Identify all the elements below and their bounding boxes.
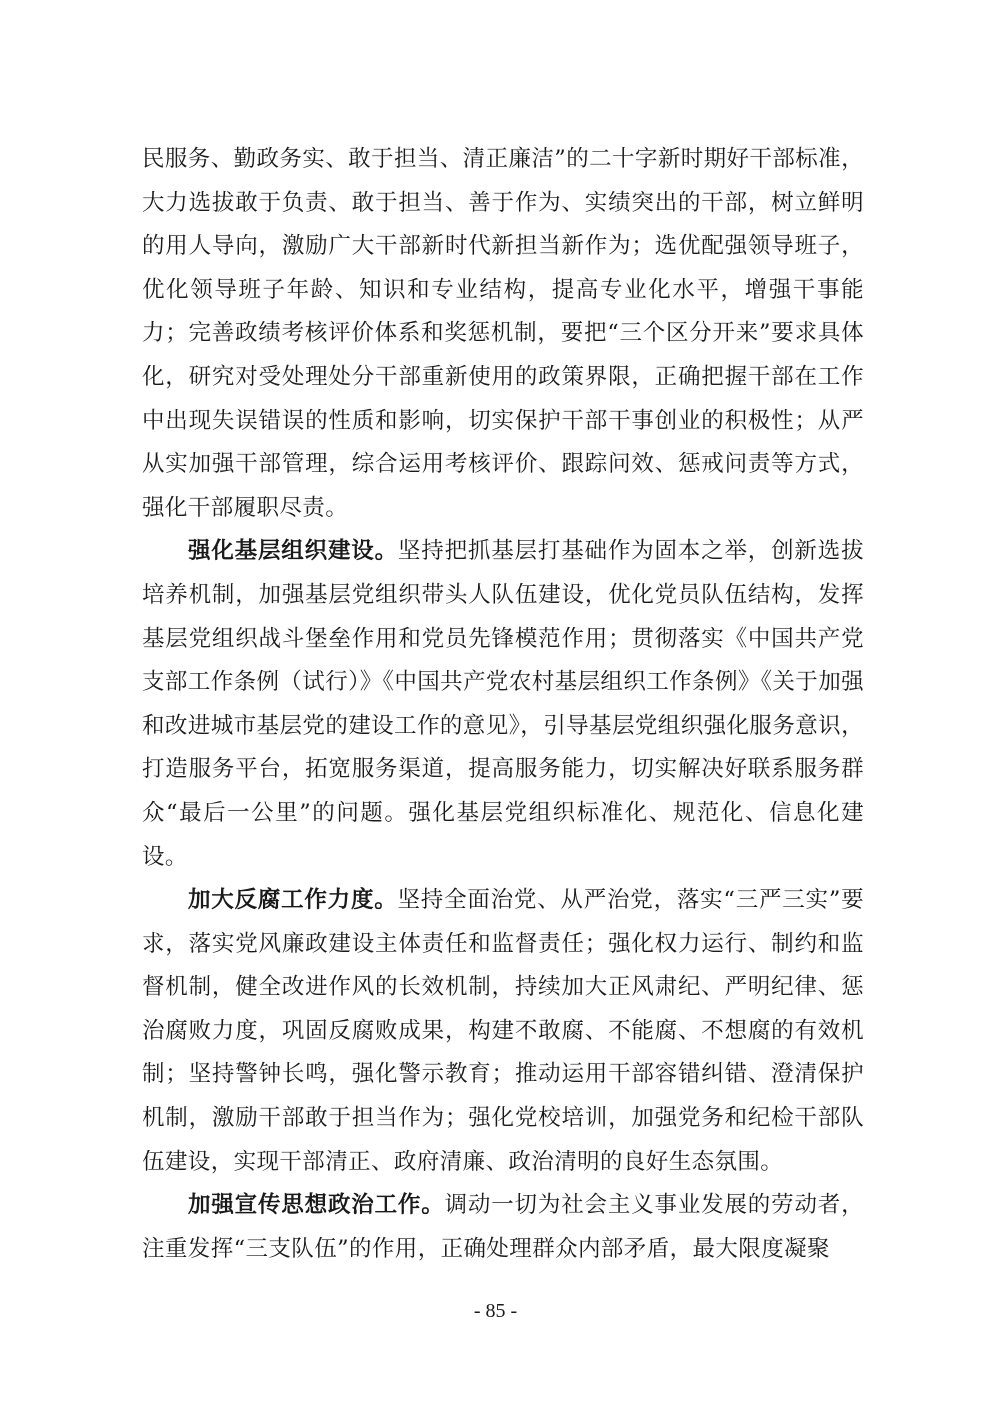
page-number: - 85 - [473,1300,518,1322]
paragraph-text: 坚持全面治党、从严治党，落实“三严三实”要求，落实党风廉政建设主体责任和监督责任；强化权力运行、制约和监督机制，健全改进作风的长效机制，持续加大正风肃纪、严明纪律、惩治腐败力度，巩固反腐败成果，构建不敢腐、不能腐、不想腐的有效机制；坚持警钟长鸣，强化警示教育；推动运用干部容错纠错、澄清保护机制，激励干部敢于担当作为；强化党校培训，加强党务和纪检干部队伍建设，实现干部清正、政府清廉、政治清明的良好生态氛围。 [142,887,864,1175]
paragraph-continuation [142,138,864,530]
paragraph-text: 民服务、勤政务实、敢于担当、清正廉洁”的二十字新时期好干部标准，大力选拔敢于负责、敢于担当、善于作为、实绩突出的干部，树立鲜明的用人导向，激励广大干部新时代新担当新作为；选优配强领导班子，优化领导班子年龄、知识和专业结构，提高专业化水平，增强干事能力；完善政绩考核评价体系和奖惩机制，要把“三个区分开来”要求具体化，研究对受处理处分干部重新使用的政策界限，正确把握干部在工作中出现失误错误的性质和影响，切实保护干部干事创业的积极性；从严从实加强干部管理，综合运用考核评价、跟踪问效、惩戒问责等方式，强化干部履职尽责。 [142,146,864,521]
paragraph-heading: 加大反腐工作力度。 [188,887,398,914]
paragraph-heading: 强化基层组织建设。 [188,538,398,565]
paragraph-anticorruption [142,879,864,1184]
paragraph-heading: 加强宣传思想政治工作。 [188,1192,445,1219]
body-text [142,138,864,1271]
paragraph-text: 坚持把抓基层打基础作为固本之举，创新选拔培养机制，加强基层党组织带头人队伍建设，优化党员队伍结构，发挥基层党组织战斗堡垒作用和党员先锋模范作用；贯彻落实《中国共产党支部工作条例（试行）》《中国共产党农村基层组织工作条例》《关于加强和改进城市基层党的建设工作的意见》，引导基层党组织强化服务意识，打造服务平台，拓宽服务渠道，提高服务能力，切实解决好联系服务群众“最后一公里”的问题。强化基层党组织标准化、规范化、信息化建设。 [142,538,864,870]
paragraph-text: 调动一切为社会主义事业发展的劳动者，注重发挥“三支队伍”的作用，正确处理群众内部矛盾，最大限度凝聚 [142,1192,864,1262]
paragraph-grassroots [142,530,864,879]
paragraph-propaganda [142,1184,864,1271]
